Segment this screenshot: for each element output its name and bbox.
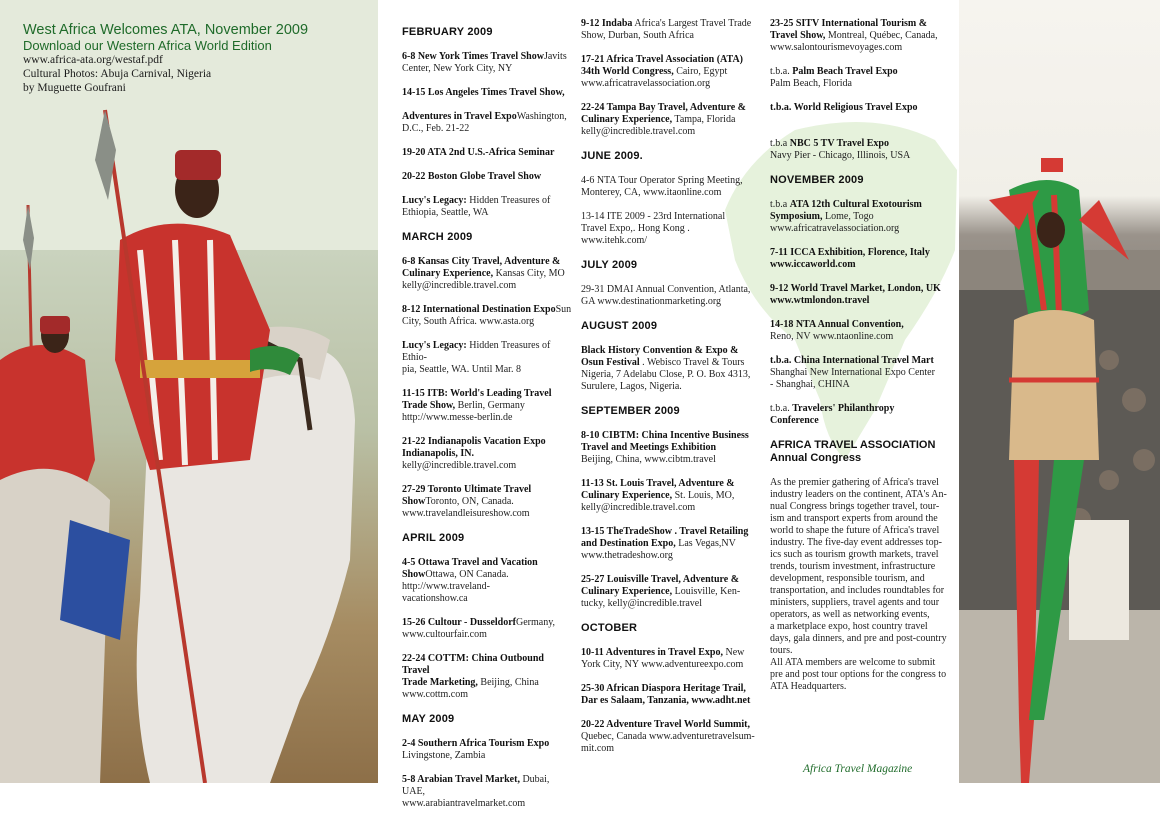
event-title: t.b.a. World Religious Travel Expo: [770, 102, 918, 113]
event-detail: Beijing, China, www.cibtm.travel: [581, 454, 716, 465]
event-detail: Shanghai New International Expo Center - Shanghai, CHINA: [770, 367, 935, 390]
association-subheading: Annual Congress: [770, 452, 862, 464]
calendar-column-1: [402, 26, 572, 822]
event-title: 27-29 Toronto Ultimate Travel Show: [402, 484, 532, 507]
event-entry: [402, 738, 572, 762]
association-description: As the premier gathering of Africa's travel industry leaders on the continent, ATA's An- nual Congress brings together travel, tour- ism and transport experts from around the world to shape the future of Africa's travel industry. The five-day event addresses top- ics such as tourism growth markets, travel trends, tourism investment, infrastructure development, responsible tourism, and transportation, and includes roundtables for ministers, suppliers, travel agents and tour operators, as well as networking events, a marketplace expo, host country travel days, gala dinners, and pre and post-country tours. All ATA members are welcome to submit pre and post tour options for the congress to ATA Headquarters.: [770, 477, 947, 692]
event-detail: Africa's Largest Travel Trade Show, Durban, South Africa: [581, 18, 752, 41]
event-detail: Berlin, Germany http://www.messe-berlin.de: [402, 400, 525, 423]
event-entry: [770, 283, 948, 307]
spacer: [770, 126, 948, 138]
event-detail: Lome, Togo www.africatravelassociation.org: [770, 211, 900, 234]
magazine-footer: Africa Travel Magazine: [803, 763, 913, 775]
event-detail: Javits Center, New York City, NY: [402, 51, 567, 74]
event-entry: [402, 171, 572, 183]
event-detail: Beijing, China www.cottm.com: [402, 677, 539, 700]
month-heading: AUGUST 2009: [581, 320, 658, 332]
horsemen-illustration: [0, 0, 378, 783]
left-header-subtitle: Download our Western Africa World Edition: [23, 38, 272, 53]
month-heading: JULY 2009: [581, 259, 638, 271]
event-detail: 29-31 DMAI Annual Convention, Atlanta, GA www.destinationmarketing.org: [581, 284, 751, 307]
event-detail: Reno, NV www.ntaonline.com: [770, 331, 894, 342]
event-detail: New York City, NY www.adventureexpo.com: [581, 647, 745, 670]
month-heading: SEPTEMBER 2009: [581, 405, 680, 417]
event-detail: Toronto, ON, Canada. www.travelandleisureshow.com: [402, 496, 530, 519]
event-detail: Quebec, Canada www.adventuretravelsum- mit.com: [581, 731, 755, 754]
download-url[interactable]: www.africa-ata.org/westaf.pdf: [23, 54, 163, 66]
event-entry: [581, 345, 763, 393]
event-title: 25-30 African Diaspora Heritage Trail, Dar es Salaam, Tanzania, www.adht.net: [581, 683, 751, 706]
event-title: Lucy's Legacy:: [402, 195, 467, 206]
event-detail: Palm Beach, Florida: [770, 78, 852, 89]
event-title: Lucy's Legacy:: [402, 340, 467, 351]
event-detail: Hidden Treasures of Ethio- pia, Seattle, WA. Until Mar. 8: [402, 340, 551, 375]
month-heading: MARCH 2009: [402, 231, 473, 243]
event-detail: t.b.a.: [770, 66, 793, 77]
event-title: 19-20 ATA 2nd U.S.-Africa Seminar: [402, 147, 555, 158]
event-entry: [581, 175, 763, 199]
event-detail: Navy Pier - Chicago, Illinois, USA: [770, 150, 911, 161]
event-detail: St. Louis, MO, kelly@incredible.travel.com: [581, 490, 735, 513]
event-entry: [581, 574, 763, 610]
event-entry: [402, 388, 572, 424]
event-detail: Tampa, Florida kelly@incredible.travel.com: [581, 114, 736, 137]
event-title: 20-22 Boston Globe Travel Show: [402, 171, 542, 182]
event-title: 13-15 TheTradeShow . Travel Retailing and Destination Expo,: [581, 526, 749, 549]
event-detail: Kansas City, MO kelly@incredible.travel.com: [402, 268, 565, 291]
event-entry: [402, 340, 572, 376]
event-entry: [402, 617, 572, 641]
event-title: 11-13 St. Louis Travel, Adventure & Culinary Experience,: [581, 478, 735, 501]
event-title: 21-22 Indianapolis Vacation Expo Indianapolis, IN.: [402, 436, 546, 459]
event-entry: [402, 195, 572, 219]
event-detail: 4-6 NTA Tour Operator Spring Meeting, Monterey, CA, www.itaonline.com: [581, 175, 743, 198]
event-detail: Sun City, South Africa. www.asta.org: [402, 304, 572, 327]
event-entry: [402, 436, 572, 472]
event-title: 22-24 Tampa Bay Travel, Adventure & Culinary Experience,: [581, 102, 747, 125]
month-heading: MAY 2009: [402, 713, 455, 725]
event-entry: [581, 211, 763, 247]
event-entry: [402, 484, 572, 520]
event-title: 17-21 Africa Travel Association (ATA) 34th World Congress,: [581, 54, 744, 77]
event-entry: [770, 102, 948, 114]
right-photo-stilt-dancer: [959, 0, 1160, 783]
event-detail: t.b.a: [770, 199, 790, 210]
event-entry: [770, 18, 948, 54]
photo-credit-location: Cultural Photos: Abuja Carnival, Nigeria: [23, 68, 212, 80]
event-entry: [770, 138, 948, 162]
event-detail: Livingstone, Zambia: [402, 750, 486, 761]
event-detail: t.b.a.: [770, 403, 793, 414]
event-detail: t.b.a: [770, 138, 790, 149]
event-detail: Ottawa, ON Canada. http://www.traveland- vacationshow.ca: [402, 569, 509, 604]
event-title: 5-8 Arabian Travel Market,: [402, 774, 520, 785]
event-entry: [402, 653, 572, 701]
event-title: 25-27 Louisville Travel, Adventure & Culinary Experience,: [581, 574, 740, 597]
event-entry: [402, 87, 572, 99]
event-entry: [770, 66, 948, 90]
calendar-column-2: [581, 18, 763, 767]
event-detail: Cairo, Egypt www.africatravelassociation.org: [581, 66, 728, 89]
event-title: 20-22 Adventure Travel World Summit,: [581, 719, 750, 730]
event-title: NBC 5 TV Travel Expo: [789, 138, 889, 149]
stilt-dancer-illustration: [959, 0, 1160, 783]
event-entry: [770, 247, 948, 271]
event-entry: [402, 147, 572, 159]
month-heading: JUNE 2009.: [581, 150, 643, 162]
event-title: 6-8 Kansas City Travel, Adventure & Culinary Experience,: [402, 256, 561, 279]
event-detail: Washington, D.C., Feb. 21-22: [402, 111, 567, 134]
event-detail: Las Vegas,NV www.thetradeshow.org: [581, 538, 736, 561]
event-detail: Germany, www.cultourfair.com: [402, 617, 556, 640]
event-entry: [581, 18, 763, 42]
event-entry: [581, 284, 763, 308]
event-title: 10-11 Adventures in Travel Expo,: [581, 647, 723, 658]
event-title: 4-5 Ottawa Travel and Vacation Show: [402, 557, 538, 580]
event-entry: [581, 54, 763, 90]
month-heading: OCTOBER: [581, 622, 638, 634]
event-title: 6-8 New York Times Travel Show: [402, 51, 544, 62]
event-entry: [770, 199, 948, 235]
event-entry: [581, 526, 763, 562]
event-title: 7-11 ICCA Exhibition, Florence, Italy www.iccaworld.com: [770, 247, 930, 270]
event-detail: . Webisco Travel & Tours Nigeria, 7 Adelabu Close, P. O. Box 4313, Surulere, Lagos, Nigeria.: [581, 357, 751, 392]
event-entry: [402, 111, 572, 135]
event-title: Black History Convention & Expo & Osun Festival: [581, 345, 739, 368]
event-detail: Dubai, UAE, www.arabiantravelmarket.com: [402, 774, 550, 809]
event-entry: [402, 304, 572, 328]
event-detail: 13-14 ITE 2009 - 23rd International Travel Expo,. Hong Kong . www.itehk.com/: [581, 211, 726, 246]
event-detail: Hidden Treasures of Ethiopia, Seattle, WA: [402, 195, 551, 218]
event-detail: Louisville, Ken- tucky, kelly@incredible.travel: [581, 586, 741, 609]
event-detail: kelly@incredible.travel.com: [402, 460, 517, 471]
event-entry: [402, 51, 572, 75]
left-photo-horsemen: [0, 0, 378, 783]
event-entry: [581, 647, 763, 671]
month-heading: APRIL 2009: [402, 532, 465, 544]
event-entry: [581, 719, 763, 755]
association-heading: AFRICA TRAVEL ASSOCIATION: [770, 439, 936, 451]
event-title: Travelers' Philanthropy Conference: [770, 403, 895, 426]
photo-credit-author: by Muguette Goufrani: [23, 82, 126, 94]
event-title: 11-15 ITB: World's Leading Travel Trade Show,: [402, 388, 552, 411]
event-title: 8-10 CIBTM: China Incentive Business Travel and Meetings Exhibition: [581, 430, 749, 453]
event-entry: [581, 478, 763, 514]
event-entry: [402, 256, 572, 292]
event-entry: [581, 430, 763, 466]
event-title: 8-12 International Destination Expo: [402, 304, 556, 315]
event-title: 15-26 Cultour - Dusseldorf: [402, 617, 516, 628]
event-title: 9-12 World Travel Market, London, UK www.wtmlondon.travel: [770, 283, 941, 306]
left-header-title: West Africa Welcomes ATA, November 2009: [23, 22, 309, 38]
event-title: Adventures in Travel Expo: [402, 111, 517, 122]
month-heading: NOVEMBER 2009: [770, 174, 864, 186]
event-entry: [402, 774, 572, 810]
event-entry: [402, 557, 572, 605]
event-title: 14-15 Los Angeles Times Travel Show,: [402, 87, 565, 98]
event-title: Palm Beach Travel Expo: [792, 66, 898, 77]
event-title: 22-24 COTTM: China Outbound Travel Trade Marketing,: [402, 653, 544, 688]
event-title: 2-4 Southern Africa Tourism Expo: [402, 738, 550, 749]
event-entry: [581, 102, 763, 138]
event-entry: [770, 355, 948, 391]
event-title: 23-25 SITV International Tourism & Travel Show,: [770, 18, 928, 41]
event-title: 9-12 Indaba: [581, 18, 633, 29]
month-heading: FEBRUARY 2009: [402, 26, 493, 38]
event-entry: [770, 403, 948, 427]
event-title: t.b.a. China International Travel Mart: [770, 355, 934, 366]
event-entry: [770, 319, 948, 343]
calendar-column-3: [770, 18, 948, 693]
event-title: 14-18 NTA Annual Convention,: [770, 319, 904, 330]
event-detail: Montreal, Québec, Canada, www.salontourismevoyages.com: [770, 30, 938, 53]
event-entry: [581, 683, 763, 707]
event-title: ATA 12th Cultural Exotourism Symposium,: [770, 199, 922, 222]
